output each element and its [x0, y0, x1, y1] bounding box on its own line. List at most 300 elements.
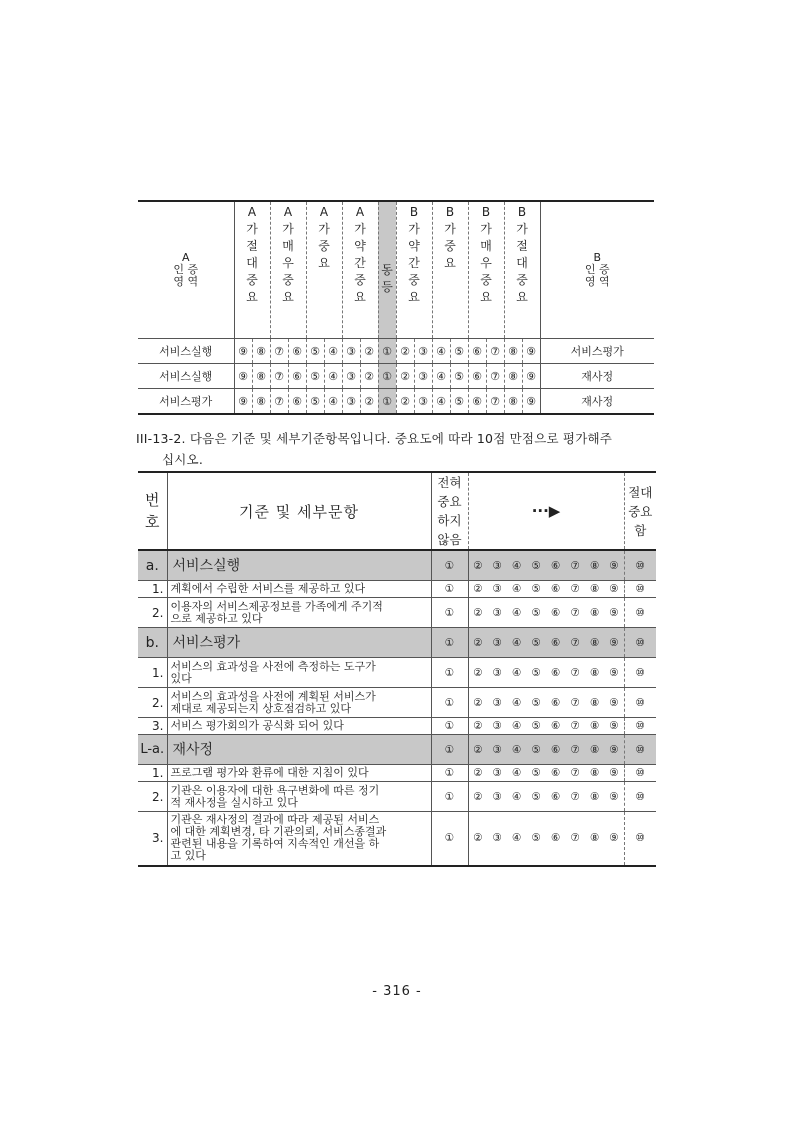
rating-option[interactable]: ⑩ — [624, 812, 656, 866]
text-line: 으로 제공하고 있다 — [170, 611, 263, 625]
scale-header-char: 요 — [480, 290, 492, 304]
rating-option[interactable]: ① — [431, 628, 468, 658]
pairwise-comparison-table — [138, 200, 654, 415]
right-area-header — [540, 201, 654, 339]
rating-option[interactable]: ⑥ — [546, 550, 566, 581]
header-low-line: 중요 — [437, 494, 462, 509]
text-line: 적 재사정을 실시하고 있다 — [170, 795, 298, 809]
page-number: - 316 - — [372, 984, 422, 999]
text-line: 서비스 평가회의가 공식화 되어 있다 — [170, 719, 344, 732]
rating-option[interactable]: ① — [431, 735, 468, 765]
scale-option[interactable]: ⑥ — [288, 389, 306, 415]
rating-option[interactable]: ⑧ — [585, 550, 605, 581]
rating-option[interactable]: ⑦ — [566, 550, 586, 581]
scale-header-char: 대 — [246, 256, 258, 270]
text-line: 에 대한 계획변경, 타 기관의뢰, 서비스종결과 — [170, 825, 387, 839]
rating-option[interactable]: ① — [431, 782, 468, 812]
scale-option[interactable]: ③ — [342, 389, 360, 415]
criterion-a: 서비스평가 — [159, 395, 213, 408]
rating-option[interactable]: ③ — [488, 735, 508, 765]
item-row — [138, 812, 656, 866]
scale-header-char: 요 — [516, 290, 528, 304]
scale-header-char: A — [319, 205, 329, 219]
rating-option[interactable]: ④ — [507, 782, 527, 812]
rating-option[interactable]: ⑨ — [605, 735, 625, 765]
scale-option[interactable]: ② — [396, 389, 414, 415]
scale-option[interactable]: ④ — [432, 389, 450, 415]
pairwise-row — [138, 364, 654, 389]
scale-header-char: 간 — [408, 256, 420, 270]
header-very-important — [624, 472, 656, 550]
rating-option[interactable]: ⑥ — [546, 658, 566, 688]
rating-option[interactable]: ① — [431, 598, 468, 628]
scale-header-char: 요 — [246, 290, 258, 304]
scale-header-char: 약 — [354, 239, 366, 253]
rating-option[interactable]: ⑦ — [566, 628, 586, 658]
item-row — [138, 765, 656, 782]
scale-header-char: 요 — [282, 290, 294, 304]
scale-option[interactable]: ⑧ — [504, 389, 522, 415]
scale-header-char: 가 — [444, 222, 456, 236]
rating-option[interactable]: ⑤ — [527, 628, 547, 658]
rating-option[interactable]: ② — [468, 688, 488, 718]
rating-option[interactable]: ① — [431, 658, 468, 688]
pairwise-header-row — [138, 201, 654, 339]
rating-option[interactable]: ⑥ — [546, 718, 566, 735]
scale-header-char: 중 — [282, 273, 294, 287]
scale-option[interactable]: ⑦ — [270, 339, 288, 364]
rating-option[interactable]: ⑨ — [605, 765, 625, 782]
rating-option[interactable]: ① — [431, 581, 468, 598]
scale-option[interactable]: ④ — [324, 339, 342, 364]
scale-option[interactable]: ② — [360, 339, 378, 364]
rating-option[interactable]: ① — [431, 718, 468, 735]
scale-option[interactable]: ⑨ — [234, 389, 252, 415]
scale-option[interactable]: ⑨ — [522, 339, 540, 364]
scale-option[interactable]: ⑥ — [468, 339, 486, 364]
scale-header-char: A — [247, 205, 257, 219]
row-number: 1. — [138, 581, 167, 598]
text-line: 재사정 — [172, 741, 214, 758]
rating-option[interactable]: ⑧ — [585, 718, 605, 735]
rating-option[interactable]: ⑩ — [624, 765, 656, 782]
header-number-char: 호 — [145, 513, 160, 531]
scale-option[interactable]: ③ — [342, 339, 360, 364]
scale-header-char: 우 — [480, 256, 492, 270]
scale-option[interactable]: ⑤ — [306, 339, 324, 364]
scale-header — [468, 201, 504, 339]
rating-option[interactable]: ① — [431, 550, 468, 581]
scale-header-char: B — [481, 205, 491, 219]
rating-option[interactable]: ⑦ — [566, 598, 586, 628]
text-line: 관련된 내용을 기록하여 지속적인 개선을 하 — [170, 837, 380, 851]
scale-option[interactable]: ⑦ — [486, 339, 504, 364]
rating-option[interactable]: ⑧ — [585, 782, 605, 812]
scale-option[interactable]: ⑦ — [270, 389, 288, 415]
scale-header — [234, 201, 270, 339]
header-not-important — [431, 472, 468, 550]
scale-option[interactable]: ② — [360, 389, 378, 415]
rating-option[interactable]: ② — [468, 581, 488, 598]
rating-option[interactable]: ③ — [488, 628, 508, 658]
row-number: 2. — [138, 782, 167, 812]
rating-option[interactable]: ① — [431, 765, 468, 782]
row-number: 3. — [138, 718, 167, 735]
scale-header-char: 약 — [408, 239, 420, 253]
scale-option[interactable]: ③ — [414, 389, 432, 415]
scale-header-char: 절 — [516, 239, 528, 253]
question-line-2: 십시오. — [162, 452, 203, 467]
scale-option[interactable]: ① — [378, 339, 396, 364]
row-number: 2. — [138, 688, 167, 718]
question-line-1 — [136, 428, 658, 449]
scale-header-char: B — [445, 205, 455, 219]
scale-option[interactable]: ⑨ — [234, 339, 252, 364]
scale-header-char: 가 — [318, 222, 330, 236]
scale-header-char: 중 — [408, 273, 420, 287]
rating-option[interactable]: ④ — [507, 581, 527, 598]
text-line: 프로그램 평가와 환류에 대한 지침이 있다 — [170, 766, 369, 779]
rating-option[interactable]: ⑩ — [624, 598, 656, 628]
header-high-line: 절대 — [628, 484, 653, 500]
row-number: a. — [138, 550, 167, 581]
pairwise-row — [138, 339, 654, 364]
rating-option[interactable]: ⑤ — [527, 688, 547, 718]
rating-option[interactable]: ⑧ — [585, 628, 605, 658]
rating-option[interactable]: ⑤ — [527, 782, 547, 812]
rating-option[interactable]: ⑧ — [585, 735, 605, 765]
scale-header-char: 등 — [381, 280, 393, 294]
question-line-1-text: 다음은 기준 및 세부기준항목입니다. 중요도에 따라 10점 만점으로 평가해주 — [189, 431, 613, 446]
rating-option[interactable]: ⑤ — [527, 658, 547, 688]
rating-option[interactable]: ⑤ — [527, 735, 547, 765]
scale-header — [504, 201, 540, 339]
rating-option[interactable]: ⑩ — [624, 581, 656, 598]
rating-option[interactable]: ⑦ — [566, 658, 586, 688]
rating-option[interactable]: ① — [431, 688, 468, 718]
scale-option[interactable]: ⑧ — [252, 389, 270, 415]
scale-header-char: 중 — [354, 273, 366, 287]
left-area-header — [138, 201, 234, 339]
rating-option[interactable]: ④ — [507, 658, 527, 688]
rating-option[interactable]: ⑩ — [624, 550, 656, 581]
scale-option[interactable]: ⑧ — [252, 339, 270, 364]
rating-option[interactable]: ⑧ — [585, 812, 605, 866]
rating-option[interactable]: ③ — [488, 765, 508, 782]
rating-option[interactable]: ⑧ — [585, 765, 605, 782]
item-row — [138, 598, 656, 628]
rating-option[interactable]: ② — [468, 658, 488, 688]
rating-option[interactable]: ⑩ — [624, 628, 656, 658]
rating-option[interactable]: ③ — [488, 581, 508, 598]
scale-option[interactable]: ① — [378, 364, 396, 389]
criterion-b: 서비스평가 — [540, 339, 654, 364]
scale-header-char: 중 — [516, 273, 528, 287]
rating-option[interactable]: ③ — [488, 550, 508, 581]
scale-header-char: 절 — [246, 239, 258, 253]
scale-header-char: 요 — [354, 290, 366, 304]
criterion-b: 재사정 — [581, 395, 614, 408]
rating-option[interactable]: ⑤ — [527, 812, 547, 866]
rating-option[interactable]: ⑦ — [566, 735, 586, 765]
text-line: 고 있다 — [170, 849, 206, 863]
rating-option[interactable]: ③ — [488, 718, 508, 735]
scale-header-char: 중 — [444, 239, 456, 253]
scale-option[interactable]: ⑨ — [234, 364, 252, 389]
scale-header — [342, 201, 378, 339]
rating-option[interactable]: ④ — [507, 765, 527, 782]
header-low-line: 하지 — [437, 513, 462, 528]
item-row — [138, 658, 656, 688]
header-low-line: 않음 — [437, 532, 462, 547]
section-row — [138, 550, 656, 581]
rating-option[interactable]: ⑥ — [546, 812, 566, 866]
scale-header-char: 가 — [282, 222, 294, 236]
text-line: 서비스평가 — [172, 634, 241, 651]
rating-table-body — [138, 472, 656, 866]
rating-option[interactable]: ② — [468, 718, 488, 735]
scale-header-char: 동 — [381, 263, 393, 277]
rating-option[interactable]: ⑦ — [566, 688, 586, 718]
rating-table — [138, 471, 656, 867]
rating-option[interactable]: ③ — [488, 782, 508, 812]
rating-option[interactable]: ⑦ — [566, 718, 586, 735]
item-row — [138, 782, 656, 812]
scale-header-char: 매 — [282, 239, 294, 253]
scale-option[interactable]: ③ — [414, 364, 432, 389]
scale-option[interactable]: ① — [378, 389, 396, 415]
right-area-header-line: 인 증 — [584, 263, 610, 276]
rating-option[interactable]: ④ — [507, 718, 527, 735]
rating-option[interactable]: ⑤ — [527, 598, 547, 628]
rating-option[interactable]: ⑨ — [605, 581, 625, 598]
header-number-char: 번 — [145, 491, 160, 509]
rating-option[interactable]: ⑦ — [566, 812, 586, 866]
scale-option[interactable]: ⑤ — [450, 389, 468, 415]
rating-option[interactable]: ③ — [488, 658, 508, 688]
scale-header-char: 중 — [318, 239, 330, 253]
scale-option[interactable]: ⑧ — [252, 364, 270, 389]
rating-option[interactable]: ④ — [507, 735, 527, 765]
scale-header-char: B — [517, 205, 527, 219]
section-title — [167, 550, 431, 581]
scale-option[interactable]: ⑥ — [468, 389, 486, 415]
rating-option[interactable]: ⑦ — [566, 581, 586, 598]
scale-option[interactable]: ④ — [432, 339, 450, 364]
rating-option[interactable]: ⑩ — [624, 688, 656, 718]
rating-option[interactable]: ⑨ — [605, 658, 625, 688]
scale-option[interactable]: ⑥ — [288, 339, 306, 364]
rating-option[interactable]: ③ — [488, 598, 508, 628]
scale-option[interactable]: ⑤ — [306, 389, 324, 415]
scale-option[interactable]: ⑨ — [522, 389, 540, 415]
rating-option[interactable]: ② — [468, 598, 488, 628]
text-line: 서비스의 효과성을 사전에 측정하는 도구가 — [170, 659, 376, 673]
item-text — [167, 718, 431, 735]
text-line: 기관은 이용자에 대한 욕구변화에 따른 정기 — [170, 783, 380, 797]
scale-header-char: 중 — [246, 273, 258, 287]
scale-header — [432, 201, 468, 339]
rating-option[interactable]: ⑥ — [546, 765, 566, 782]
right-arrow-icon: ···▶ — [531, 502, 561, 520]
scale-header-char: 가 — [354, 222, 366, 236]
header-low-line: 전혀 — [437, 475, 462, 490]
text-line: 계획에서 수립한 서비스를 제공하고 있다 — [170, 582, 366, 595]
rating-option[interactable]: ② — [468, 550, 488, 581]
pairwise-table-body — [138, 201, 654, 414]
row-number: 1. — [138, 658, 167, 688]
scale-option[interactable]: ② — [396, 364, 414, 389]
rating-option[interactable]: ④ — [507, 812, 527, 866]
rating-option[interactable]: ⑨ — [605, 628, 625, 658]
scale-option[interactable]: ④ — [324, 364, 342, 389]
scale-option[interactable]: ⑧ — [504, 339, 522, 364]
item-row — [138, 718, 656, 735]
item-text — [167, 658, 431, 688]
rating-option[interactable]: ⑥ — [546, 581, 566, 598]
section-title — [167, 735, 431, 765]
rating-option[interactable]: ⑥ — [546, 735, 566, 765]
rating-option[interactable]: ④ — [507, 688, 527, 718]
scale-option[interactable]: ⑦ — [270, 364, 288, 389]
rating-option[interactable]: ⑦ — [566, 765, 586, 782]
left-area-header-line: 인 증 — [173, 263, 199, 276]
scale-header-char: A — [355, 205, 365, 219]
row-number: 1. — [138, 765, 167, 782]
rating-option[interactable]: ③ — [488, 688, 508, 718]
row-number: b. — [138, 628, 167, 658]
scale-header-char: 간 — [354, 256, 366, 270]
item-text — [167, 688, 431, 718]
item-text — [167, 812, 431, 866]
rating-option[interactable]: ⑨ — [605, 598, 625, 628]
scale-header — [270, 201, 306, 339]
scale-header-char: 가 — [408, 222, 420, 236]
rating-option[interactable]: ⑤ — [527, 765, 547, 782]
scale-header-char: A — [283, 205, 293, 219]
scale-header-char: 가 — [480, 222, 492, 236]
rating-option[interactable]: ⑧ — [585, 598, 605, 628]
rating-option[interactable]: ⑩ — [624, 782, 656, 812]
left-area-header-line: A — [181, 251, 190, 264]
rating-option[interactable]: ⑦ — [566, 782, 586, 812]
right-area-header-line: B — [593, 251, 602, 264]
scale-header-char: 요 — [408, 290, 420, 304]
section-row — [138, 628, 656, 658]
rating-option[interactable]: ① — [431, 812, 468, 866]
rating-option[interactable]: ⑥ — [546, 598, 566, 628]
rating-option[interactable]: ⑩ — [624, 658, 656, 688]
rating-option[interactable]: ⑩ — [624, 735, 656, 765]
scale-option[interactable]: ⑤ — [450, 364, 468, 389]
text-line: 기관은 재사정의 결과에 따라 제공된 서비스 — [170, 813, 380, 827]
item-text — [167, 782, 431, 812]
rating-option[interactable]: ② — [468, 765, 488, 782]
scale-option[interactable]: ⑦ — [486, 364, 504, 389]
rating-option[interactable]: ⑨ — [605, 718, 625, 735]
row-number: 2. — [138, 598, 167, 628]
rating-option[interactable]: ⑨ — [605, 550, 625, 581]
criterion-b: 재사정 — [540, 364, 654, 389]
rating-option[interactable]: ⑤ — [527, 581, 547, 598]
text-line: 제대로 제공되는지 상호점검하고 있다 — [170, 701, 352, 715]
row-number: L-a. — [138, 735, 167, 765]
rating-option[interactable]: ⑥ — [546, 782, 566, 812]
scale-option[interactable]: ⑥ — [468, 364, 486, 389]
scale-header-char: 가 — [246, 222, 258, 236]
right-area-header-line: 영 역 — [584, 275, 610, 288]
rating-option[interactable]: ⑧ — [585, 581, 605, 598]
scale-option[interactable]: ⑦ — [486, 389, 504, 415]
rating-option[interactable]: ⑤ — [527, 550, 547, 581]
scale-header-char: 요 — [318, 256, 330, 270]
text-line: 서비스의 효과성을 사전에 계획된 서비스가 — [170, 689, 376, 703]
scale-option[interactable]: ④ — [324, 389, 342, 415]
scale-header — [396, 201, 432, 339]
left-area-header-line: 영 역 — [173, 275, 199, 288]
rating-option[interactable]: ⑥ — [546, 628, 566, 658]
scale-option[interactable]: ⑧ — [504, 364, 522, 389]
rating-option[interactable]: ⑨ — [605, 812, 625, 866]
rating-option[interactable]: ④ — [507, 598, 527, 628]
header-arrow-cell — [468, 472, 624, 550]
rating-option[interactable]: ⑧ — [585, 658, 605, 688]
section-title — [167, 628, 431, 658]
rating-option[interactable]: ⑨ — [605, 782, 625, 812]
header-high-line: 중요 — [628, 503, 653, 519]
scale-option[interactable]: ② — [360, 364, 378, 389]
text-line: 있다 — [170, 671, 192, 685]
text-line: 서비스실행 — [172, 557, 241, 574]
rating-option[interactable]: ② — [468, 782, 488, 812]
item-text — [167, 581, 431, 598]
rating-option[interactable]: ② — [468, 628, 488, 658]
rating-option[interactable]: ⑧ — [585, 688, 605, 718]
rating-option[interactable]: ④ — [507, 550, 527, 581]
scale-option[interactable]: ⑨ — [522, 364, 540, 389]
rating-header-row — [138, 472, 656, 550]
scale-option[interactable]: ② — [396, 339, 414, 364]
rating-option[interactable]: ③ — [488, 812, 508, 866]
scale-header-equal — [378, 201, 396, 339]
rating-option[interactable]: ⑥ — [546, 688, 566, 718]
text-line: 이용자의 서비스제공정보를 가족에게 주기적 — [170, 599, 383, 613]
row-number: 3. — [138, 812, 167, 866]
criterion-a: 서비스실행 — [138, 364, 234, 389]
scale-option[interactable]: ⑤ — [306, 364, 324, 389]
rating-option[interactable]: ⑩ — [624, 718, 656, 735]
scale-header-char: 가 — [516, 222, 528, 236]
scale-header-char: B — [409, 205, 419, 219]
item-row — [138, 688, 656, 718]
question-number: III-13-2. — [136, 431, 186, 446]
rating-option[interactable]: ② — [468, 812, 488, 866]
criterion-a: 서비스실행 — [138, 339, 234, 364]
scale-option[interactable]: ③ — [414, 339, 432, 364]
item-text — [167, 598, 431, 628]
scale-option[interactable]: ④ — [432, 364, 450, 389]
rating-option[interactable]: ② — [468, 735, 488, 765]
rating-option[interactable]: ⑨ — [605, 688, 625, 718]
scale-option[interactable]: ③ — [342, 364, 360, 389]
scale-header — [306, 201, 342, 339]
pairwise-row — [138, 389, 654, 415]
header-title: 기준 및 세부문항 — [167, 472, 431, 550]
scale-option[interactable]: ⑥ — [288, 364, 306, 389]
scale-option[interactable]: ⑤ — [450, 339, 468, 364]
rating-option[interactable]: ⑤ — [527, 718, 547, 735]
rating-option[interactable]: ④ — [507, 628, 527, 658]
